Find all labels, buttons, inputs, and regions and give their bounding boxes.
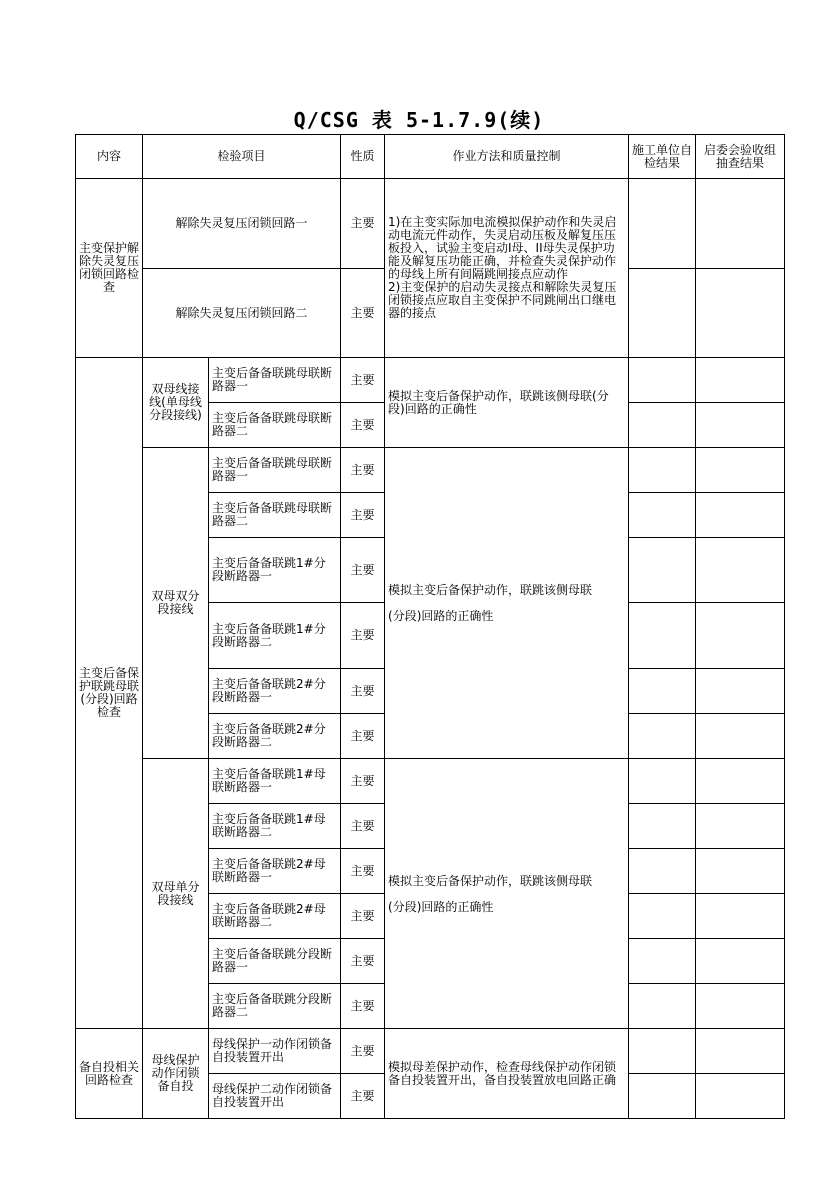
item-name: 主变后备备联跳1#分段断路器二 bbox=[209, 603, 341, 669]
item-name: 主变后备备联跳2#分段断路器一 bbox=[209, 669, 341, 714]
table-row bbox=[76, 179, 785, 269]
self-check-cell[interactable] bbox=[629, 179, 696, 269]
spot-check-cell[interactable] bbox=[696, 849, 785, 894]
method-line: (分段)回路的正确性 bbox=[388, 899, 494, 914]
item-name: 主变后备备联跳1#母联断路器二 bbox=[209, 804, 341, 849]
header-item: 检验项目 bbox=[143, 135, 341, 179]
header-self-check: 施工单位自检结果 bbox=[629, 135, 696, 179]
item-nature: 主要 bbox=[341, 894, 385, 939]
spot-check-cell[interactable] bbox=[696, 448, 785, 493]
item-nature: 主要 bbox=[341, 448, 385, 493]
spot-check-cell[interactable] bbox=[696, 603, 785, 669]
self-check-cell[interactable] bbox=[629, 358, 696, 403]
self-check-cell[interactable] bbox=[629, 269, 696, 358]
table-row bbox=[76, 1029, 785, 1074]
item-nature: 主要 bbox=[341, 849, 385, 894]
item-nature: 主要 bbox=[341, 603, 385, 669]
self-check-cell[interactable] bbox=[629, 603, 696, 669]
self-check-cell[interactable] bbox=[629, 448, 696, 493]
header-nature: 性质 bbox=[341, 135, 385, 179]
item-name: 母线保护二动作闭锁备自投装置开出 bbox=[209, 1074, 341, 1119]
method-text bbox=[385, 759, 629, 1029]
item-name: 主变后备备联跳分段断路器一 bbox=[209, 939, 341, 984]
self-check-cell[interactable] bbox=[629, 759, 696, 804]
section-content: 备自投相关回路检查 bbox=[76, 1029, 143, 1119]
item-nature: 主要 bbox=[341, 1074, 385, 1119]
section-content: 主变后备保护联跳母联(分段)回路检查 bbox=[76, 358, 143, 1029]
method-text bbox=[385, 448, 629, 759]
item-nature: 主要 bbox=[341, 669, 385, 714]
spot-check-cell[interactable] bbox=[696, 669, 785, 714]
header-spot-check: 启委会验收组抽查结果 bbox=[696, 135, 785, 179]
item-name: 主变后备备联跳母联断路器一 bbox=[209, 358, 341, 403]
self-check-cell[interactable] bbox=[629, 939, 696, 984]
table-row bbox=[76, 759, 785, 804]
item-name: 解除失灵复压闭锁回路一 bbox=[143, 179, 341, 269]
section-content: 主变保护解除失灵复压闭锁回路检查 bbox=[76, 179, 143, 358]
spot-check-cell[interactable] bbox=[696, 179, 785, 269]
method-text: 1)在主变实际加电流模拟保护动作和失灵启动电流元件动作，失灵启动压板及解复压压板投入，试验主变启动I母、II母失灵保护功能及解复压功能正确，并检查失灵保护动作的母线上所有间隔跳闸接点应动作 2)主变保护的启动失灵接点和解除失灵复压闭锁接点应取自主变保护不同跳闸出口继电器的接点 bbox=[385, 179, 629, 358]
item-name: 主变后备备联跳2#分段断路器二 bbox=[209, 714, 341, 759]
group-label: 双母双分段接线 bbox=[143, 448, 209, 759]
self-check-cell[interactable] bbox=[629, 538, 696, 603]
spot-check-cell[interactable] bbox=[696, 939, 785, 984]
header-method: 作业方法和质量控制 bbox=[385, 135, 629, 179]
spot-check-cell[interactable] bbox=[696, 984, 785, 1029]
item-name: 主变后备备联跳1#母联断路器一 bbox=[209, 759, 341, 804]
method-text: 模拟母差保护动作，检查母线保护动作闭锁备自投装置开出，备自投装置放电回路正确 bbox=[385, 1029, 629, 1119]
item-name: 解除失灵复压闭锁回路二 bbox=[143, 269, 341, 358]
group-label: 母线保护动作闭锁备自投 bbox=[143, 1029, 209, 1119]
item-name: 主变后备备联跳母联断路器二 bbox=[209, 403, 341, 448]
spot-check-cell[interactable] bbox=[696, 1074, 785, 1119]
self-check-cell[interactable] bbox=[629, 1074, 696, 1119]
item-nature: 主要 bbox=[341, 759, 385, 804]
item-nature: 主要 bbox=[341, 269, 385, 358]
self-check-cell[interactable] bbox=[629, 984, 696, 1029]
self-check-cell[interactable] bbox=[629, 669, 696, 714]
item-name: 主变后备备联跳母联断路器二 bbox=[209, 493, 341, 538]
method-line: 模拟主变后备保护动作，联跳该侧母联 bbox=[388, 583, 593, 597]
item-name: 主变后备备联跳2#母联断路器一 bbox=[209, 849, 341, 894]
item-name: 主变后备备联跳1#分段断路器一 bbox=[209, 538, 341, 603]
spot-check-cell[interactable] bbox=[696, 269, 785, 358]
self-check-cell[interactable] bbox=[629, 894, 696, 939]
item-nature: 主要 bbox=[341, 1029, 385, 1074]
inspection-table bbox=[75, 134, 785, 1119]
spot-check-cell[interactable] bbox=[696, 538, 785, 603]
spot-check-cell[interactable] bbox=[696, 493, 785, 538]
self-check-cell[interactable] bbox=[629, 804, 696, 849]
group-label: 双母单分段接线 bbox=[143, 759, 209, 1029]
item-nature: 主要 bbox=[341, 804, 385, 849]
item-name: 主变后备备联跳2#母联断路器二 bbox=[209, 894, 341, 939]
group-label: 双母线接线(单母线分段接线) bbox=[143, 358, 209, 448]
table-row bbox=[76, 448, 785, 493]
spot-check-cell[interactable] bbox=[696, 1029, 785, 1074]
spot-check-cell[interactable] bbox=[696, 804, 785, 849]
method-line: 模拟主变后备保护动作，联跳该侧母联 bbox=[388, 873, 593, 888]
self-check-cell[interactable] bbox=[629, 849, 696, 894]
self-check-cell[interactable] bbox=[629, 1029, 696, 1074]
item-nature: 主要 bbox=[341, 714, 385, 759]
item-name: 主变后备备联跳母联断路器一 bbox=[209, 448, 341, 493]
item-name: 母线保护一动作闭锁备自投装置开出 bbox=[209, 1029, 341, 1074]
spot-check-cell[interactable] bbox=[696, 358, 785, 403]
spot-check-cell[interactable] bbox=[696, 894, 785, 939]
item-nature: 主要 bbox=[341, 538, 385, 603]
table-row bbox=[76, 358, 785, 403]
item-nature: 主要 bbox=[341, 358, 385, 403]
spot-check-cell[interactable] bbox=[696, 714, 785, 759]
item-nature: 主要 bbox=[341, 984, 385, 1029]
self-check-cell[interactable] bbox=[629, 714, 696, 759]
spot-check-cell[interactable] bbox=[696, 759, 785, 804]
item-nature: 主要 bbox=[341, 939, 385, 984]
spot-check-cell[interactable] bbox=[696, 403, 785, 448]
item-name: 主变后备备联跳分段断路器二 bbox=[209, 984, 341, 1029]
page-title: Q/CSG 表 5-1.7.9(续) bbox=[293, 108, 545, 132]
method-line: (分段)回路的正确性 bbox=[388, 609, 494, 623]
item-nature: 主要 bbox=[341, 403, 385, 448]
self-check-cell[interactable] bbox=[629, 403, 696, 448]
header-content: 内容 bbox=[76, 135, 143, 179]
self-check-cell[interactable] bbox=[629, 493, 696, 538]
item-nature: 主要 bbox=[341, 179, 385, 269]
method-text: 模拟主变后备保护动作，联跳该侧母联(分段)回路的正确性 bbox=[385, 358, 629, 448]
header-row bbox=[76, 135, 785, 179]
item-nature: 主要 bbox=[341, 493, 385, 538]
